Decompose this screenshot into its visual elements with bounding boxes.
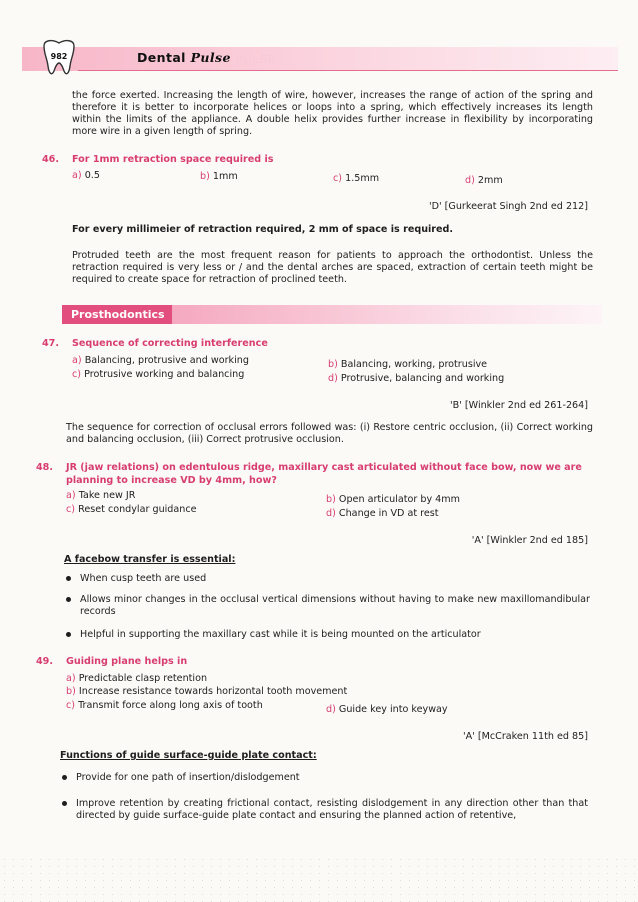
q49-option-a: a) Predictable clasp retention: [66, 673, 208, 684]
q49-subheading: Functions of guide surface-guide plate contact:: [60, 750, 317, 761]
q46-answer: 'D' [Gurkeerat Singh 2nd ed 212]: [428, 201, 588, 212]
q46-question: For 1mm retraction space required is: [72, 154, 274, 165]
q48-bullet-2: Allows minor changes in the occlusal vertical dimensions without having to make new maxillomandibular records: [80, 594, 590, 617]
q48-option-a: a) Take new JR: [66, 490, 136, 501]
q48-bullet-1: When cusp teeth are used: [80, 573, 207, 584]
q49-answer: 'A' [McCraken 11th ed 85]: [462, 731, 588, 742]
q49-option-c: c) Transmit force along long axis of tooth: [66, 700, 263, 711]
bullet-dot: [66, 597, 71, 602]
brand-watermark: PULSE: [236, 53, 276, 66]
header-rule: [78, 70, 618, 71]
q46-option-d: d) 2mm: [465, 175, 503, 186]
brand-script: Pulse: [190, 50, 231, 65]
q46-number: 46.: [42, 154, 59, 165]
q48-bullet-3: Helpful in supporting the maxillary cast while it is being mounted on the articulator: [80, 629, 481, 640]
q48-answer: 'A' [Winkler 2nd ed 185]: [471, 535, 588, 546]
bullet-dot: [66, 632, 71, 637]
q47-option-c: c) Protrusive working and balancing: [72, 369, 245, 380]
q47-option-a: a) Balancing, protrusive and working: [72, 355, 249, 366]
q47-option-d: d) Protrusive, balancing and working: [328, 373, 505, 384]
q47-option-b: b) Balancing, working, protrusive: [328, 359, 488, 370]
q47-explanation: The sequence for correction of occlusal errors followed was: (i) Restore centric occlusion, (ii) Correct working and balancing occlusion, (iii) Correct protrusive occlusion.: [66, 422, 593, 445]
q47-answer: 'B' [Winkler 2nd ed 261-264]: [450, 400, 588, 411]
brand-title: [137, 50, 231, 65]
scan-noise: [0, 856, 638, 902]
q49-option-d: d) Guide key into keyway: [326, 704, 448, 715]
q46-option-a: a) 0.5: [72, 170, 100, 181]
q47-number: 47.: [42, 338, 59, 349]
q48-subheading: A facebow transfer is essential:: [64, 554, 236, 565]
bullet-dot: [62, 775, 67, 780]
page-number: 982: [50, 52, 68, 61]
bullet-dot: [62, 801, 67, 806]
q48-question-line1: JR (jaw relations) on edentulous ridge, maxillary cast articulated without face bow, now we are: [66, 462, 582, 473]
bullet-dot: [66, 576, 71, 581]
q49-bullet-1: Provide for one path of insertion/dislodgement: [76, 772, 300, 783]
section-title: Prosthodontics: [71, 308, 165, 321]
q49-number: 49.: [36, 656, 53, 667]
q47-question: Sequence of correcting interference: [72, 338, 268, 349]
brand-plain: Dental: [137, 50, 186, 65]
q46-key-point: For every millimeier of retraction required, 2 mm of space is required.: [72, 224, 454, 235]
q48-option-d: d) Change in VD at rest: [326, 508, 439, 519]
q48-number: 48.: [36, 462, 53, 473]
section-band-fade: [172, 305, 602, 324]
q49-bullet-2: Improve retention by creating frictional contact, resisting dislodgement in any direction other than that directed by guide surface-guide plate contact and ensuring the planned action of retentive,: [76, 798, 588, 821]
intro-paragraph: the force exerted. Increasing the length of wire, however, increases the range of action of the spring and therefore it is better to incorporate helices or loops into a spring, which effectively increases its length within the limits of the appliance. A double helix provides further increase in flexibility by incorporating more wire in a given length of spring.: [72, 90, 593, 137]
q46-explanation: Protruded teeth are the most frequent reason for patients to approach the orthodontist. Unless the retraction required is very less or / and the dental arches are spaced, extraction of certain teeth might be required to create space for retraction of proclined teeth.: [72, 250, 593, 285]
q49-question: Guiding plane helps in: [66, 656, 188, 667]
q49-option-b: b) Increase resistance towards horizontal tooth movement: [66, 686, 348, 697]
q46-option-c: c) 1.5mm: [333, 173, 380, 184]
q48-question-line2: planning to increase VD by 4mm, how?: [66, 475, 277, 486]
header-band: [22, 47, 618, 71]
q48-option-b: b) Open articulator by 4mm: [326, 494, 460, 505]
q48-option-c: c) Reset condylar guidance: [66, 504, 197, 515]
q46-option-b: b) 1mm: [200, 171, 238, 182]
